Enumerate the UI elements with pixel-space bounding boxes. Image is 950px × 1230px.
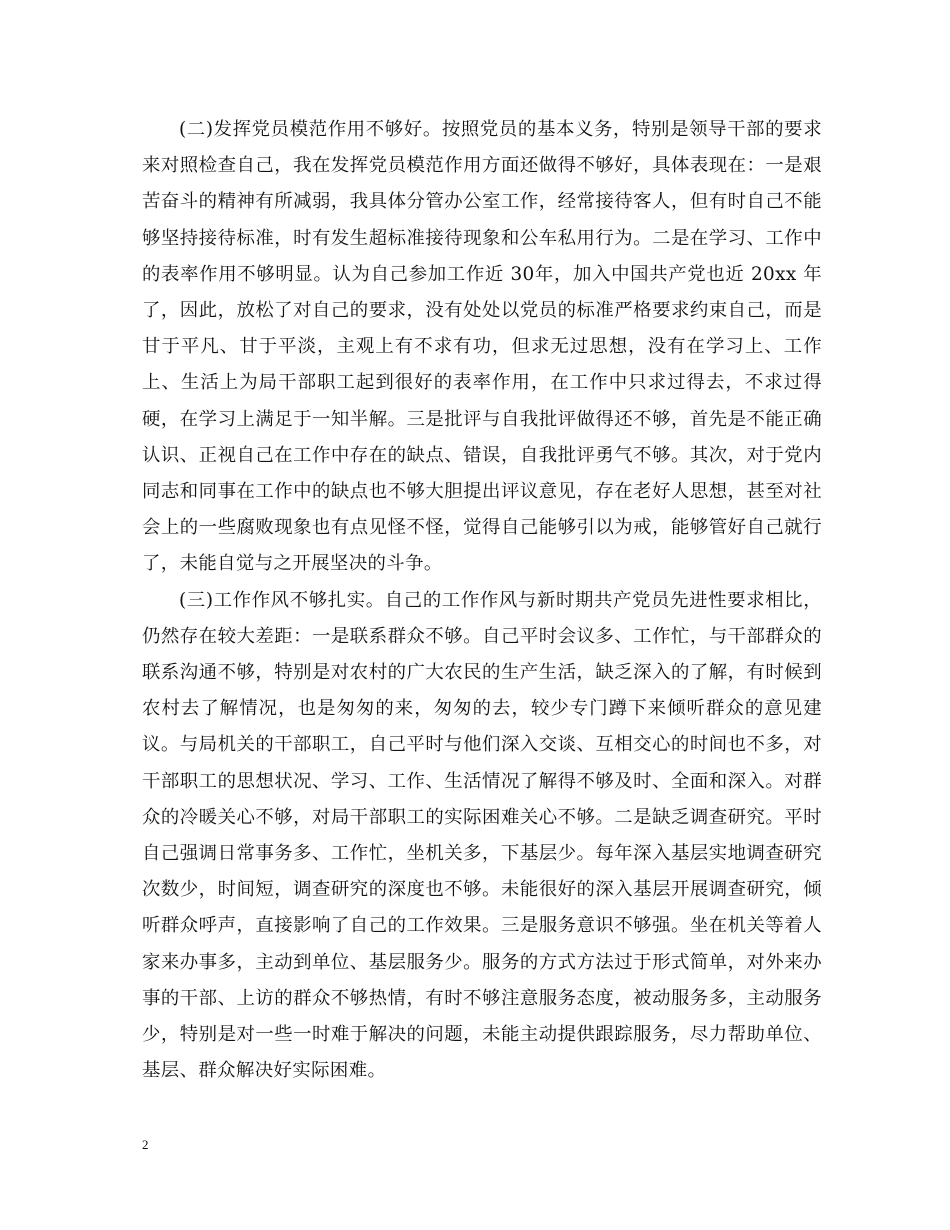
document-body [142,112,822,1089]
page-number: 2 [142,1137,149,1152]
paragraph-section-three: (三)工作作风不够扎实。自己的工作作风与新时期共产党员先进性要求相比，仍然存在较大差距：一是联系群众不够。自己平时会议多、工作忙，与干部群众的联系沟通不够，特别是对农村的广大农民的生产生活，缺乏深入的了解，有时候到农村去了解情况，也是匆匆的来，匆匆的去，较少专门蹲下来倾听群众的意见建议。与局机关的干部职工，自己平时与他们深入交谈、互相交心的时间也不多，对干部职工的思想状况、学习、工作、生活情况了解得不够及时、全面和深入。对群众的冷暖关心不够，对局干部职工的实际困难关心不够。二是缺乏调查研究。平时自己强调日常事务多、工作忙，坐机关多，下基层少。每年深入基层实地调查研究次数少，时间短，调查研究的深度也不够。未能很好的深入基层开展调查研究，倾听群众呼声，直接影响了自己的工作效果。三是服务意识不够强。坐在机关等着人家来办事多，主动到单位、基层服务少。服务的方式方法过于形式简单，对外来办事的干部、上访的群众不够热情，有时不够注意服务态度，被动服务多，主动服务少，特别是对一些一时难于解决的问题，未能主动提供跟踪服务，尽力帮助单位、基层、群众解决好实际困难。 [142,589,822,1082]
paragraph-section-two: (二)发挥党员模范作用不够好。按照党员的基本义务，特别是领导干部的要求来对照检查自己，我在发挥党员模范作用方面还做得不够好，具体表现在：一是艰苦奋斗的精神有所减弱，我具体分管办公室工作，经常接待客人，但有时自己不能够坚持接待标准，时有发生超标准接待现象和公车私用行为。二是在学习、工作中的表率作用不够明显。认为自己参加工作近 30年，加入中国共产党也近 20xx 年了，因此，放松了对自己的要求，没有处处以党员的标准严格要求约束自己，而是甘于平凡、甘于平淡，主观上有不求有功，但求无过思想，没有在学习上、工作上、生活上为局干部职工起到很好的表率作用，在工作中只求过得去，不求过得硬，在学习上满足于一知半解。三是批评与自我批评做得还不够，首先是不能正确认识、正视自己在工作中存在的缺点、错误，自我批评勇气不够。其次，对于党内同志和同事在工作中的缺点也不够大胆提出评议意见，存在老好人思想，甚至对社会上的一些腐败现象也有点见怪不怪，觉得自己能够引以为戒，能够管好自己就行了，未能自觉与之开展坚决的斗争。 [142,119,822,575]
